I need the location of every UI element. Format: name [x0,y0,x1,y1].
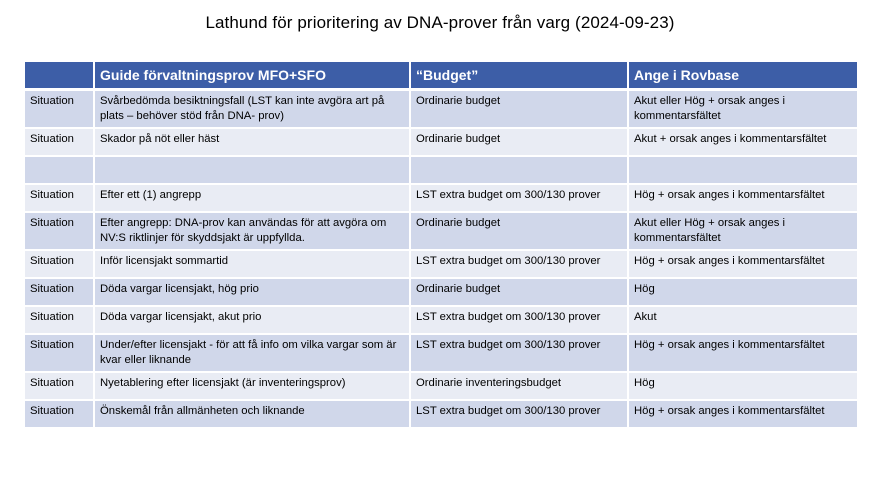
table-row [25,278,857,306]
situation-cell: Situation [25,90,94,129]
situation-cell: Situation [25,212,94,250]
situation-cell: Situation [25,400,94,428]
rovbase-cell: Akut + orsak anges i kommentarsfältet [628,128,857,156]
rovbase-cell: Hög [628,278,857,306]
rovbase-cell: Akut eller Hög + orsak anges i kommentarsfältet [628,212,857,250]
rovbase-cell: Hög + orsak anges i kommentarsfältet [628,334,857,372]
rovbase-cell: Hög + orsak anges i kommentarsfältet [628,250,857,278]
table-row-empty [25,156,857,184]
situation-cell: Situation [25,334,94,372]
table-row [25,212,857,250]
rovbase-cell: Akut eller Hög + orsak anges i kommentarsfältet [628,90,857,129]
budget-cell: Ordinarie inventeringsbudget [410,372,628,400]
guide-cell: Döda vargar licensjakt, hög prio [94,278,410,306]
situation-cell: Situation [25,278,94,306]
header-cell-empty [25,62,94,90]
budget-cell: Ordinarie budget [410,212,628,250]
budget-cell: LST extra budget om 300/130 prover [410,184,628,212]
guide-cell: Inför licensjakt sommartid [94,250,410,278]
situation-cell: Situation [25,128,94,156]
guide-cell: Döda vargar licensjakt, akut prio [94,306,410,334]
table-row [25,306,857,334]
situation-cell: Situation [25,372,94,400]
budget-cell: LST extra budget om 300/130 prover [410,250,628,278]
budget-cell: Ordinarie budget [410,90,628,129]
budget-cell: LST extra budget om 300/130 prover [410,400,628,428]
table-row [25,90,857,129]
situation-cell: Situation [25,184,94,212]
rovbase-cell: Hög + orsak anges i kommentarsfältet [628,400,857,428]
budget-cell: Ordinarie budget [410,278,628,306]
rovbase-cell: Hög [628,372,857,400]
header-cell-budget: “Budget” [410,62,628,90]
budget-cell [410,156,628,184]
guide-cell [94,156,410,184]
table-row [25,334,857,372]
table-row [25,184,857,212]
rovbase-cell: Akut [628,306,857,334]
guide-cell: Svårbedömda besiktningsfall (LST kan inte avgöra art på plats – behöver stöd från DNA- prov) [94,90,410,129]
situation-cell [25,156,94,184]
guide-cell: Under/efter licensjakt - för att få info om vilka vargar som är kvar eller liknande [94,334,410,372]
priority-table [25,62,857,429]
guide-cell: Nyetablering efter licensjakt (är inventeringsprov) [94,372,410,400]
budget-cell: LST extra budget om 300/130 prover [410,306,628,334]
table-row [25,372,857,400]
situation-cell: Situation [25,306,94,334]
header-cell-guide: Guide förvaltningsprov MFO+SFO [94,62,410,90]
guide-cell: Önskemål från allmänheten och liknande [94,400,410,428]
table-row [25,400,857,428]
table-row [25,250,857,278]
guide-cell: Efter angrepp: DNA-prov kan användas för att avgöra om NV:S riktlinjer för skyddsjakt är uppfyllda. [94,212,410,250]
table-row [25,128,857,156]
budget-cell: Ordinarie budget [410,128,628,156]
table-header-row [25,62,857,90]
header-cell-rovbase: Ange i Rovbase [628,62,857,90]
guide-cell: Efter ett (1) angrepp [94,184,410,212]
situation-cell: Situation [25,250,94,278]
budget-cell: LST extra budget om 300/130 prover [410,334,628,372]
guide-cell: Skador på nöt eller häst [94,128,410,156]
rovbase-cell [628,156,857,184]
page-title: Lathund för prioritering av DNA-prover från varg (2024-09-23) [205,13,675,32]
rovbase-cell: Hög + orsak anges i kommentarsfältet [628,184,857,212]
